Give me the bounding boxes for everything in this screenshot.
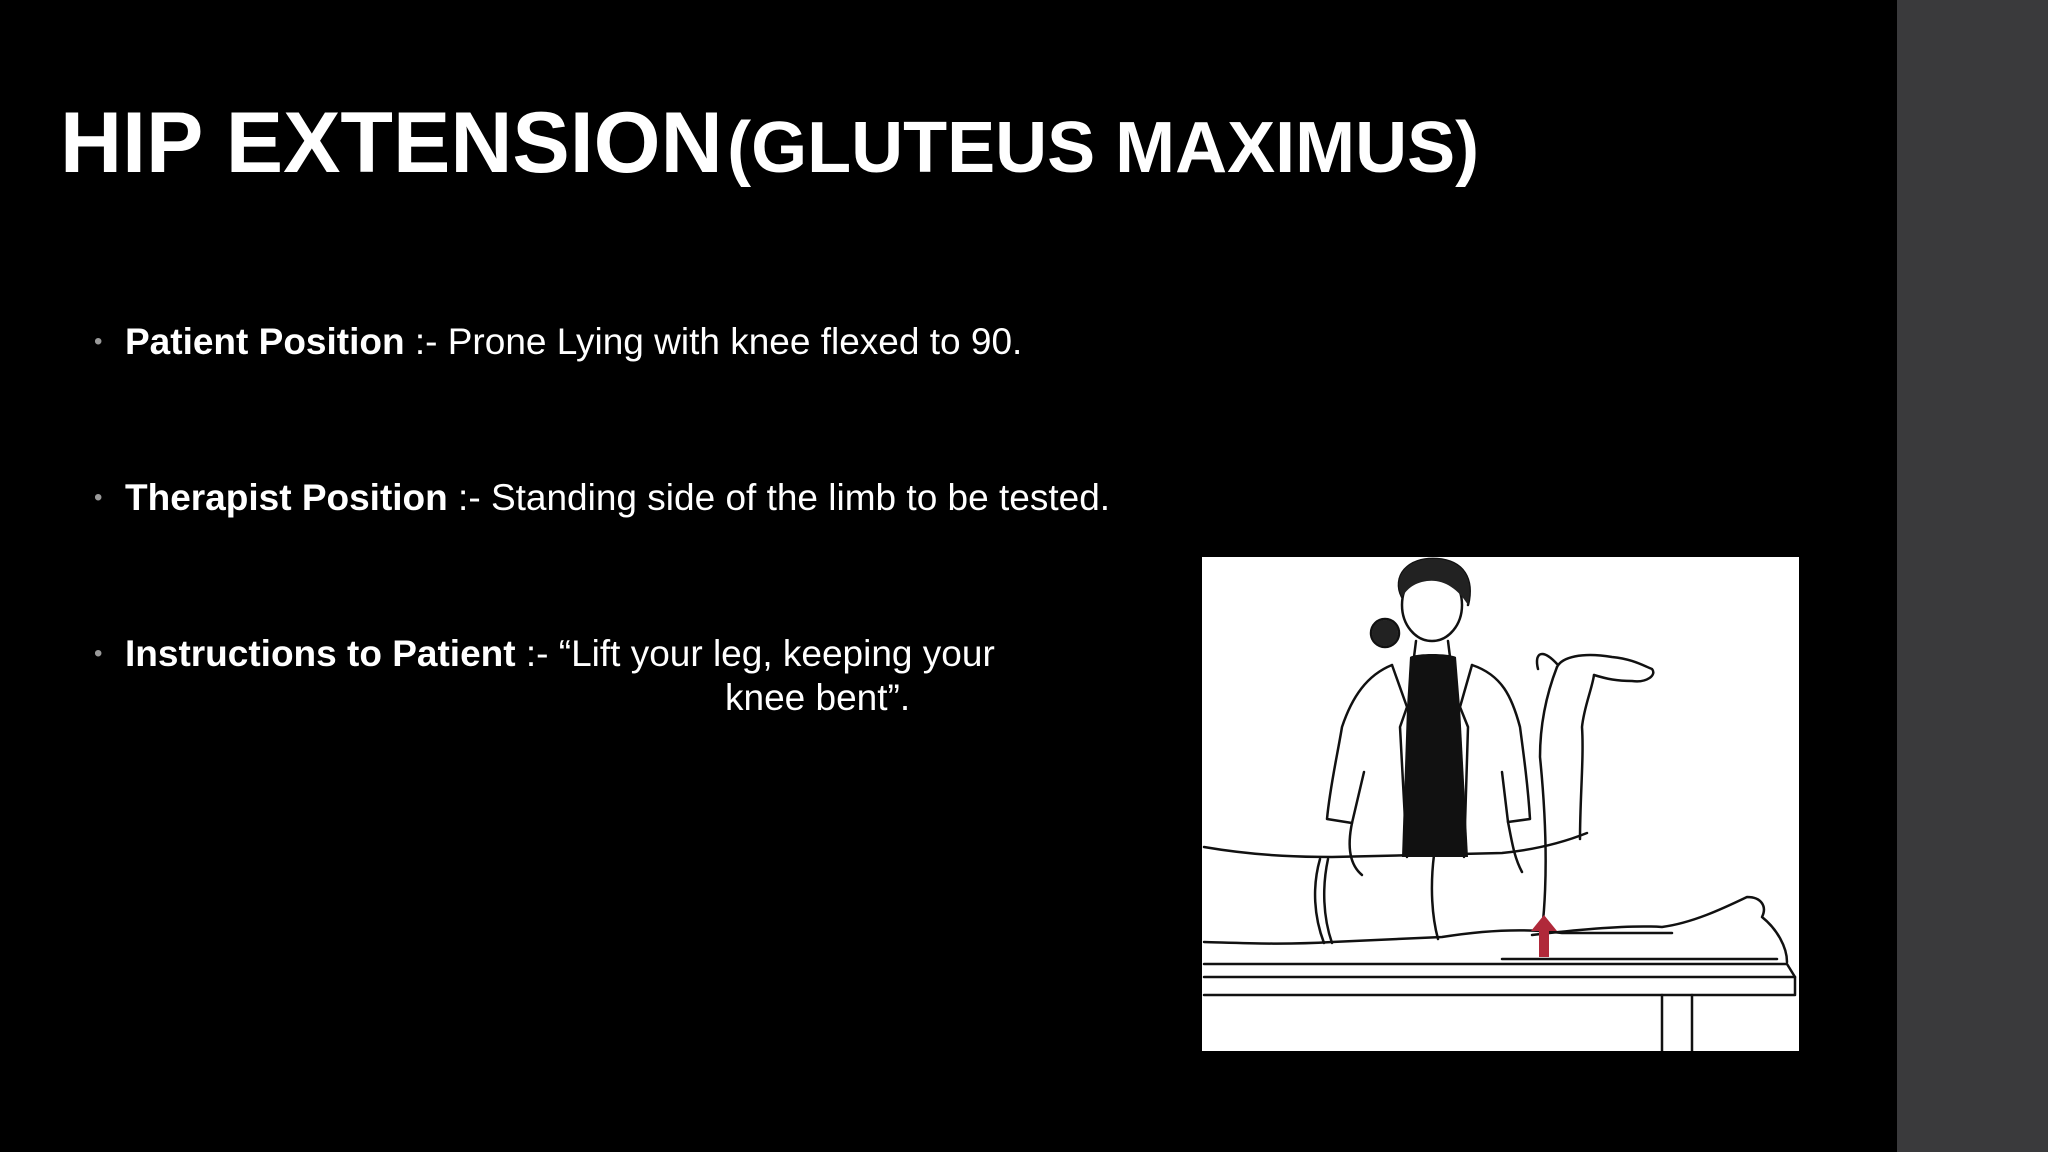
- bullet-text: Standing side of the limb to be tested.: [490, 477, 1111, 518]
- bullet-separator: :-: [404, 321, 448, 362]
- bullet-label: Therapist Position: [125, 477, 448, 518]
- bullet-text-continued: knee bent”.: [725, 677, 911, 718]
- bullet-dot-icon: •: [94, 328, 103, 355]
- bullet-dot-icon: •: [94, 640, 103, 667]
- bullet-label: Patient Position: [125, 321, 405, 362]
- bullet-text: “Lift your leg, keeping your: [558, 633, 995, 674]
- bullet-separator: :-: [515, 633, 559, 674]
- bullet-dot-icon: •: [94, 484, 103, 511]
- bullet-separator: :-: [447, 477, 491, 518]
- title-muscle: (GLUTEUS MAXIMUS): [727, 108, 1480, 188]
- slide-title: [60, 95, 1480, 191]
- bullet-text: Prone Lying with knee flexed to 90.: [447, 321, 1023, 362]
- hip-extension-illustration: [1202, 557, 1799, 1051]
- title-main: HIP EXTENSION: [60, 95, 723, 191]
- bullet-label: Instructions to Patient: [125, 633, 516, 674]
- side-panel: [1897, 0, 2048, 1152]
- prone-hip-extension-test-drawing-icon: [1202, 557, 1799, 1051]
